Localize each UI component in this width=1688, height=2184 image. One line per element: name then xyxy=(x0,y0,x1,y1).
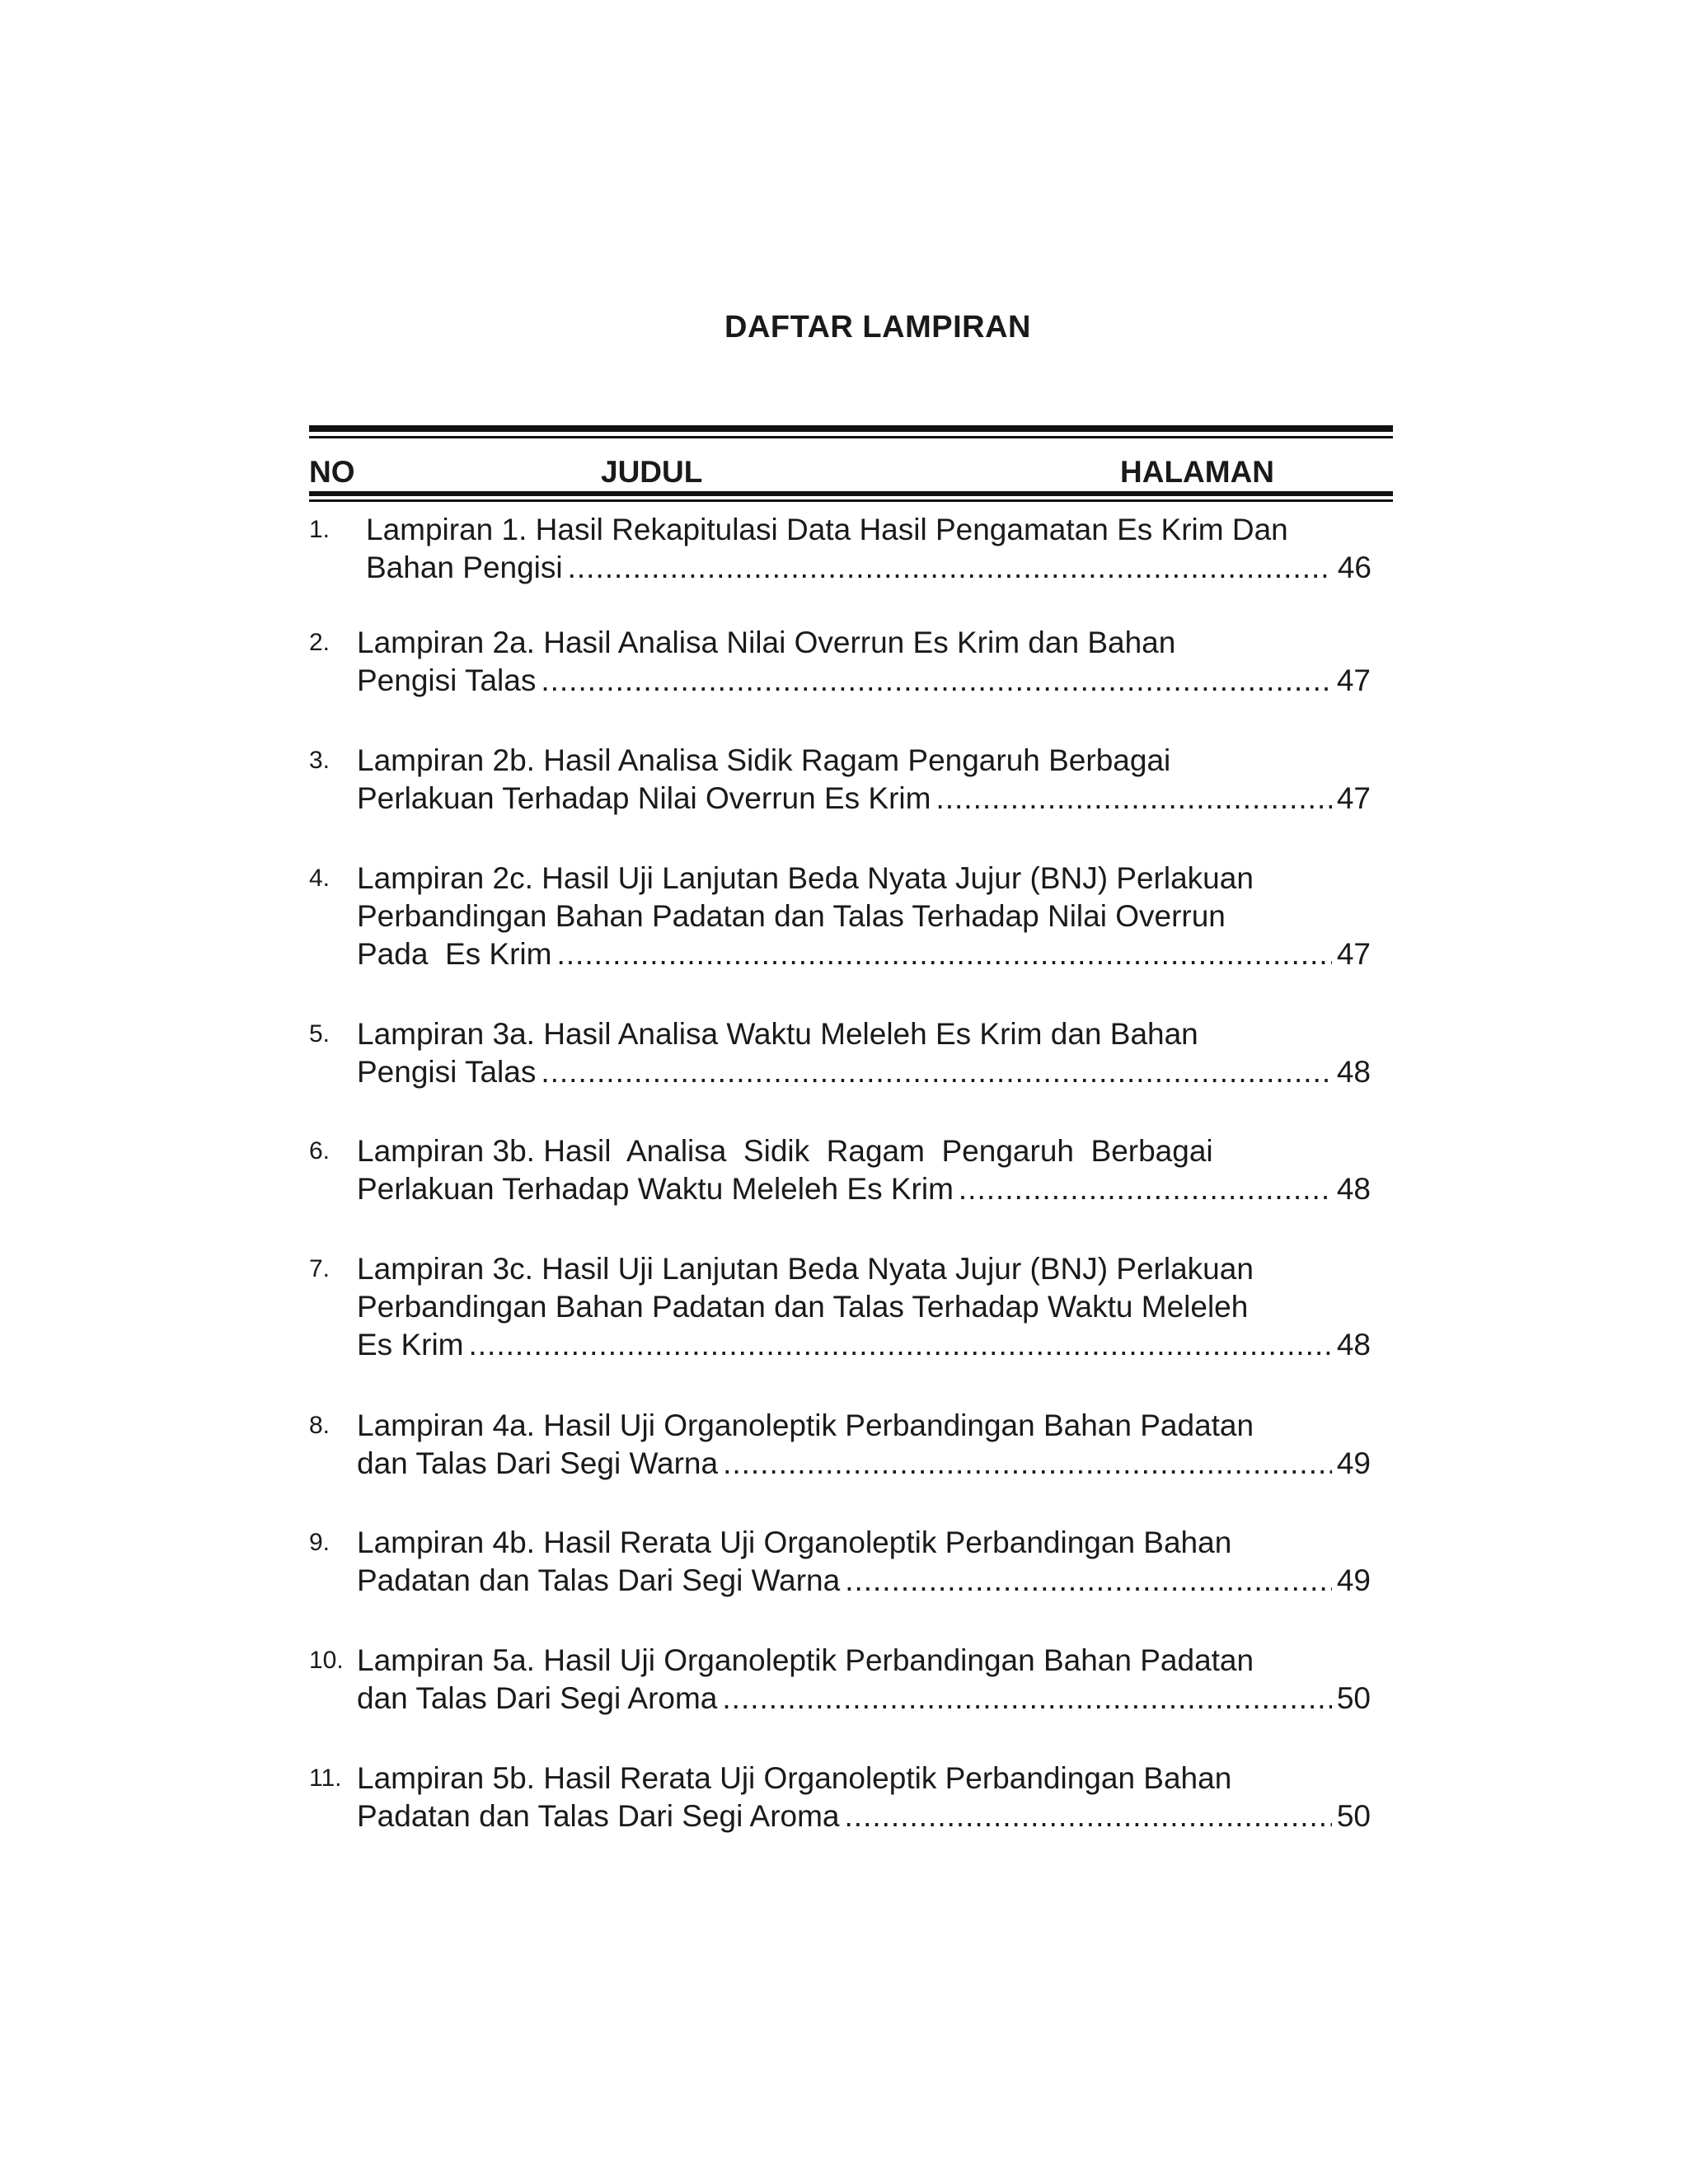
page-number: 46 xyxy=(1337,551,1372,584)
item-number: 10. xyxy=(309,1647,344,1674)
list-item xyxy=(309,1642,1381,1718)
list-item xyxy=(309,1132,1381,1208)
item-title-line xyxy=(357,1053,1371,1091)
page-number: 48 xyxy=(1336,1055,1371,1089)
item-title-text: Perlakuan Terhadap Waktu Meleleh Es Krim xyxy=(357,1172,954,1206)
item-number: 1. xyxy=(309,516,331,543)
item-title-line xyxy=(357,1288,1321,1326)
item-title-line xyxy=(357,1797,1371,1835)
list-item xyxy=(309,860,1381,973)
list-item xyxy=(309,624,1381,700)
item-title-line xyxy=(357,624,1321,662)
item-number: 7. xyxy=(309,1255,331,1282)
header-bottom-rule xyxy=(309,491,1393,496)
item-title-line xyxy=(357,1445,1371,1483)
item-title-text: Es Krim xyxy=(357,1328,464,1361)
item-title-line xyxy=(357,1250,1321,1288)
item-title-text: Lampiran 1. Hasil Rekapitulasi Data Hasil Pengamatan Es Krim Dan xyxy=(366,513,1288,546)
item-title-line xyxy=(357,1524,1321,1562)
item-title-text: Lampiran 2b. Hasil Analisa Sidik Ragam Pengaruh Berbagai xyxy=(357,743,1171,777)
item-title-line xyxy=(366,511,1330,549)
item-title-line xyxy=(357,1407,1321,1445)
dot-leader xyxy=(469,1326,1332,1364)
item-title-line xyxy=(357,1642,1321,1680)
item-title xyxy=(357,1015,1371,1091)
item-number: 8. xyxy=(309,1412,331,1439)
item-title-line xyxy=(357,898,1321,935)
item-title-text: Bahan Pengisi xyxy=(366,551,563,584)
item-title xyxy=(357,742,1371,818)
item-title-line xyxy=(357,1680,1371,1718)
list-item xyxy=(309,1015,1381,1091)
list-item xyxy=(309,511,1381,587)
item-title-line xyxy=(357,935,1371,973)
dot-leader xyxy=(568,549,1333,587)
page-number: 48 xyxy=(1336,1172,1371,1206)
dot-leader xyxy=(845,1562,1332,1600)
item-title-line xyxy=(357,1760,1321,1797)
item-title-line xyxy=(357,662,1371,700)
page-number: 50 xyxy=(1336,1681,1371,1715)
page-number: 47 xyxy=(1336,937,1371,971)
item-title xyxy=(357,624,1371,700)
item-number: 5. xyxy=(309,1020,331,1047)
item-title-text: Pengisi Talas xyxy=(357,1055,537,1089)
item-number: 9. xyxy=(309,1529,331,1556)
dot-leader xyxy=(935,780,1331,818)
list-item xyxy=(309,1250,1381,1364)
list-item xyxy=(309,742,1381,818)
header-bottom-rule-thin xyxy=(309,499,1393,502)
item-title-text: Perbandingan Bahan Padatan dan Talas Terhadap Waktu Meleleh xyxy=(357,1290,1249,1324)
table-top-rule-thin xyxy=(309,436,1393,438)
item-title-text: Padatan dan Talas Dari Segi Warna xyxy=(357,1563,841,1597)
dot-leader xyxy=(722,1680,1331,1718)
list-item xyxy=(309,1524,1381,1600)
page-number: 47 xyxy=(1336,781,1371,815)
item-title-text: Lampiran 3a. Hasil Analisa Waktu Meleleh Es Krim dan Bahan xyxy=(357,1017,1198,1051)
item-title-line xyxy=(357,742,1321,780)
page-number: 49 xyxy=(1336,1563,1371,1597)
header-no: NO xyxy=(309,455,355,489)
dot-leader xyxy=(541,1053,1332,1091)
item-number: 3. xyxy=(309,747,331,774)
item-title-text: Lampiran 5a. Hasil Uji Organoleptik Perbandingan Bahan Padatan xyxy=(357,1643,1254,1677)
dot-leader xyxy=(556,935,1331,973)
list-item xyxy=(309,1407,1381,1483)
page-title: DAFTAR LAMPIRAN xyxy=(724,310,1031,344)
item-title-text: dan Talas Dari Segi Aroma xyxy=(357,1681,718,1715)
item-title-line xyxy=(357,1562,1371,1600)
item-title xyxy=(357,860,1371,973)
item-title-text: Perlakuan Terhadap Nilai Overrun Es Krim xyxy=(357,781,931,815)
item-title-line xyxy=(357,1132,1321,1170)
item-title xyxy=(357,1132,1371,1208)
table-header xyxy=(309,455,1393,488)
header-halaman: HALAMAN xyxy=(1120,455,1275,489)
dot-leader xyxy=(723,1445,1332,1483)
item-title-text: Lampiran 5b. Hasil Rerata Uji Organoleptik Perbandingan Bahan xyxy=(357,1761,1232,1795)
table-top-rule xyxy=(309,425,1393,432)
header-judul: JUDUL xyxy=(601,455,703,489)
item-title xyxy=(366,511,1372,587)
list-item xyxy=(309,1760,1381,1835)
item-title-text: Lampiran 3b. Hasil Analisa Sidik Ragam Pengaruh Berbagai xyxy=(357,1134,1213,1168)
item-title-line xyxy=(357,1015,1321,1053)
item-title-text: Lampiran 4b. Hasil Rerata Uji Organoleptik Perbandingan Bahan xyxy=(357,1526,1232,1559)
dot-leader xyxy=(541,662,1332,700)
item-title-text: Lampiran 4a. Hasil Uji Organoleptik Perbandingan Bahan Padatan xyxy=(357,1408,1254,1442)
item-title-line xyxy=(357,860,1321,898)
item-title-text: Pengisi Talas xyxy=(357,663,537,697)
item-number: 11. xyxy=(309,1765,342,1792)
item-title-text: Lampiran 2c. Hasil Uji Lanjutan Beda Nyata Jujur (BNJ) Perlakuan xyxy=(357,861,1254,895)
item-title-line xyxy=(357,1326,1371,1364)
item-title-text: Perbandingan Bahan Padatan dan Talas Terhadap Nilai Overrun xyxy=(357,899,1226,933)
item-title-text: dan Talas Dari Segi Warna xyxy=(357,1446,719,1480)
page-number: 50 xyxy=(1336,1799,1371,1833)
page-number: 49 xyxy=(1336,1446,1371,1480)
page-number: 47 xyxy=(1336,663,1371,697)
item-title xyxy=(357,1760,1371,1835)
dot-leader xyxy=(959,1170,1332,1208)
page-number: 48 xyxy=(1336,1328,1371,1361)
item-number: 2. xyxy=(309,629,331,656)
item-title-line xyxy=(357,1170,1371,1208)
item-number: 6. xyxy=(309,1137,331,1165)
item-title-line xyxy=(357,780,1371,818)
item-number: 4. xyxy=(309,865,331,892)
item-title xyxy=(357,1250,1371,1364)
item-title-text: Pada Es Krim xyxy=(357,937,552,971)
item-title-text: Lampiran 3c. Hasil Uji Lanjutan Beda Nyata Jujur (BNJ) Perlakuan xyxy=(357,1252,1254,1286)
item-title xyxy=(357,1642,1371,1718)
item-title-text: Padatan dan Talas Dari Segi Aroma xyxy=(357,1799,840,1833)
item-title-line xyxy=(366,549,1372,587)
item-title-text: Lampiran 2a. Hasil Analisa Nilai Overrun Es Krim dan Bahan xyxy=(357,626,1176,659)
item-title xyxy=(357,1524,1371,1600)
dot-leader xyxy=(845,1797,1332,1835)
item-title xyxy=(357,1407,1371,1483)
